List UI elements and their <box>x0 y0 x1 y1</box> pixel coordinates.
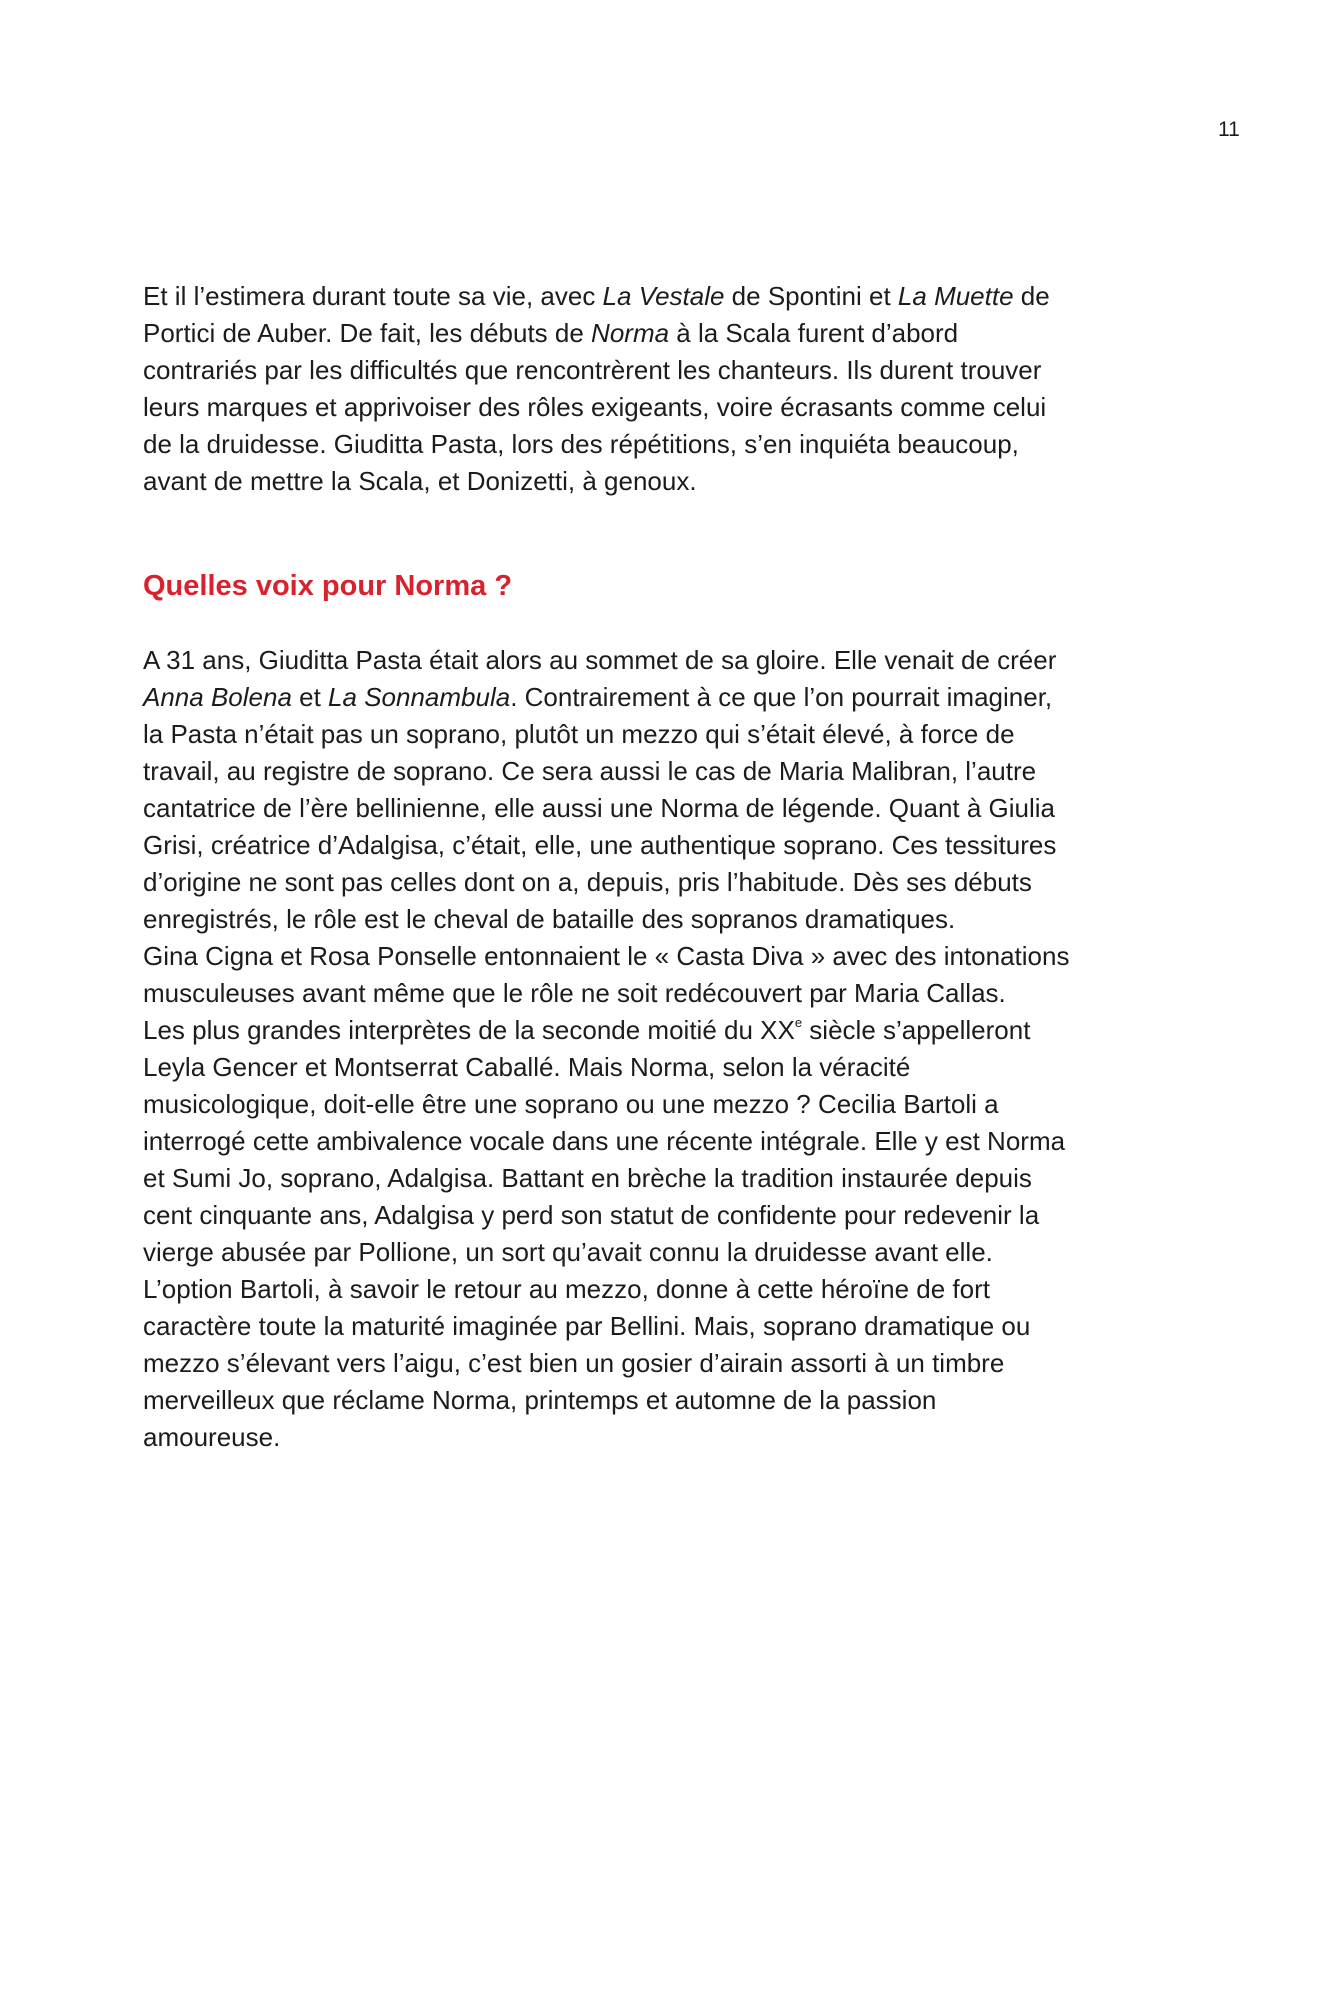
text-run: Et il l’estimera durant toute sa vie, avec <box>143 281 603 311</box>
italic-title: Anna Bolena <box>143 682 292 712</box>
text-line: de la druidesse. Giuditta Pasta, lors des répétitions, s’en inquiéta beaucoup, <box>143 429 1019 459</box>
section-heading: Quelles voix pour Norma ? <box>143 570 513 602</box>
text-line: leurs marques et apprivoiser des rôles exigeants, voire écrasants comme celui <box>143 392 1047 422</box>
text-line: Grisi, créatrice d’Adalgisa, c’était, elle, une authentique soprano. Ces tessitures <box>143 830 1057 860</box>
text-line: caractère toute la maturité imaginée par Bellini. Mais, soprano dramatique ou <box>143 1311 1031 1341</box>
text-run: et <box>291 682 329 712</box>
text-line: A 31 ans, Giuditta Pasta était alors au sommet de sa gloire. Elle venait de créer <box>143 645 1057 675</box>
text-line <box>143 315 1203 352</box>
text-line: travail, au registre de soprano. Ce sera aussi le cas de Maria Malibran, l’autre <box>143 756 1037 786</box>
text-line: Leyla Gencer et Montserrat Caballé. Mais Norma, selon la véracité <box>143 1052 911 1082</box>
text-line: contrariés par les difficultés que rencontrèrent les chanteurs. Ils durent trouver <box>143 355 1042 385</box>
text-line: enregistrés, le rôle est le cheval de bataille des sopranos dramatiques. <box>143 904 956 934</box>
superscript: e <box>794 1015 803 1030</box>
text-line: musicologique, doit-elle être une soprano ou une mezzo ? Cecilia Bartoli a <box>143 1089 999 1119</box>
text-line: cantatrice de l’ère bellinienne, elle aussi une Norma de légende. Quant à Giulia <box>143 793 1056 823</box>
text-line: cent cinquante ans, Adalgisa y perd son statut de confidente pour redevenir la <box>143 1200 1040 1230</box>
text-run: de <box>1013 281 1050 311</box>
text-body <box>143 278 1203 1452</box>
italic-title: La Muette <box>897 281 1014 311</box>
paragraph-2 <box>143 642 1203 1456</box>
text-line: la Pasta n’était pas un soprano, plutôt un mezzo qui s’était élevé, à force de <box>143 719 1015 749</box>
italic-title: La Vestale <box>602 281 725 311</box>
text-run: de Spontini et <box>724 281 898 311</box>
text-line: L’option Bartoli, à savoir le retour au mezzo, donne à cette héroïne de fort <box>143 1274 990 1304</box>
text-line <box>143 1012 1203 1049</box>
italic-title: Norma <box>591 318 670 348</box>
text-run: Les plus grandes interprètes de la seconde moitié du XX <box>143 1015 795 1045</box>
text-run: . Contrairement à ce que l’on pourrait imaginer, <box>510 682 1053 712</box>
page-number: 11 <box>1218 118 1240 141</box>
text-run: Portici de Auber. De fait, les débuts de <box>143 318 592 348</box>
text-line: d’origine ne sont pas celles dont on a, depuis, pris l’habitude. Dès ses débuts <box>143 867 1032 897</box>
text-line: vierge abusée par Pollione, un sort qu’avait connu la druidesse avant elle. <box>143 1237 993 1267</box>
italic-title: La Sonnambula <box>328 682 511 712</box>
text-line: merveilleux que réclame Norma, printemps et automne de la passion <box>143 1385 937 1415</box>
text-run: siècle s’appelleront <box>802 1015 1031 1045</box>
text-line: interrogé cette ambivalence vocale dans une récente intégrale. Elle y est Norma <box>143 1126 1066 1156</box>
text-line: Gina Cigna et Rosa Ponselle entonnaient le « Casta Diva » avec des intonations <box>143 941 1070 971</box>
text-line <box>143 679 1203 716</box>
paragraph-1 <box>143 278 1203 500</box>
text-line: musculeuses avant même que le rôle ne soit redécouvert par Maria Callas. <box>143 978 1006 1008</box>
text-line: avant de mettre la Scala, et Donizetti, à genoux. <box>143 466 697 496</box>
text-run: à la Scala furent d’abord <box>669 318 959 348</box>
text-line <box>143 278 1203 315</box>
text-line: amoureuse. <box>143 1422 281 1452</box>
text-line: et Sumi Jo, soprano, Adalgisa. Battant en brèche la tradition instaurée depuis <box>143 1163 1032 1193</box>
text-line: mezzo s’élevant vers l’aigu, c’est bien un gosier d’airain assorti à un timbre <box>143 1348 1005 1378</box>
